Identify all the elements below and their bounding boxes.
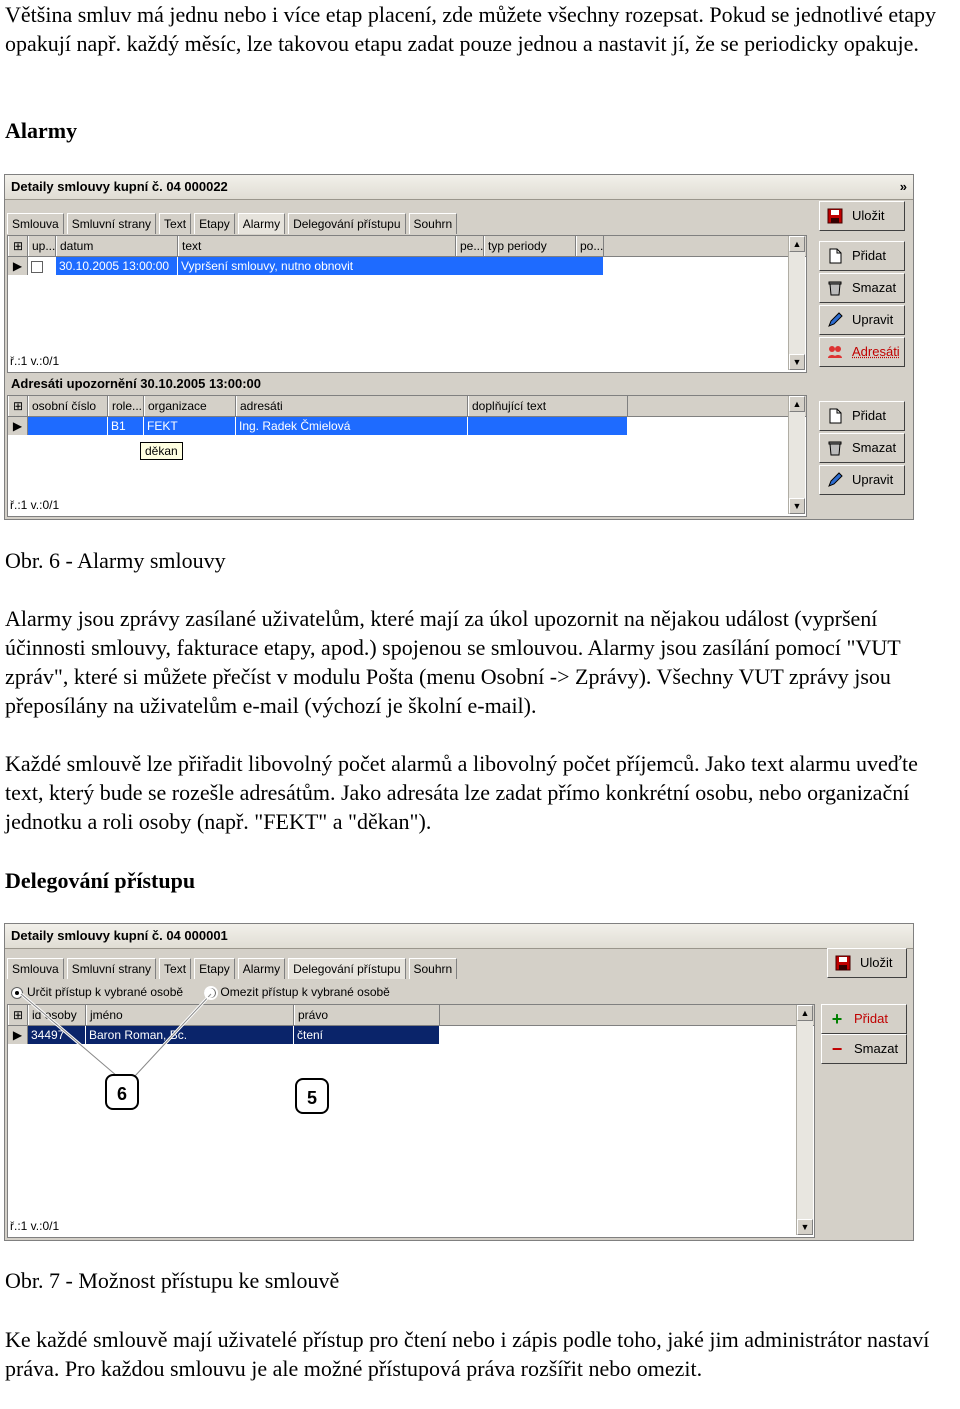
cell-pravo[interactable]: čtení [294,1026,440,1044]
table-row[interactable] [8,417,628,435]
scroll-up-icon[interactable]: ▲ [797,1005,813,1021]
cell-id[interactable]: 34497 [28,1026,86,1044]
floppy-icon [826,207,844,225]
tab-smluvni-strany[interactable]: Smluvní strany [67,213,156,234]
cell-osobni-cislo[interactable] [28,417,108,435]
recipients-grid [7,395,807,517]
add-recipient-button[interactable]: Přidat [819,401,905,431]
col-jmeno[interactable]: jméno [86,1005,294,1025]
plus-icon: + [831,1008,843,1029]
figure-caption: Obr. 6 - Alarmy smlouvy [5,548,226,573]
new-document-icon [826,407,844,425]
body-paragraph: Alarmy jsou zprávy zasílané uživatelům, které mají za úkol upozornit na nějakou událost (vypršení účinnosti smlouvy, fakturace etapy, apod.) spojenou se smlouvou. Alarmy jsou zasílání pomocí "VUT zpráv", které si můžete přečíst v modulu Pošta (menu Osobní -> Zprávy). Všechny VUT zprávy jsou přeposílány na uživatelům e-mail (výchozí je školní e-mail). [5,606,901,718]
status-bar: ř.:1 v.:0/1 [10,354,60,368]
tab-souhrn[interactable]: Souhrn [409,213,458,234]
section-heading-delegovani: Delegování přístupu [5,868,196,893]
col-typ-periody[interactable]: typ periody [484,236,576,256]
expand-icon[interactable]: ⊞ [8,1005,28,1025]
col-osobni-cislo[interactable]: osobní číslo [28,396,108,416]
body-paragraph: Každé smlouvě lze přiřadit libovolný počet alarmů a libovolný počet příjemců. Jako text alarmu uveďte text, který bude se rozešle adresátům. Jako adresáta lze zadat přímo konkrétní osobu, nebo organizační jednotku a roli osoby (např. "FEKT" a "děkan"). [5,751,918,834]
tab-text[interactable]: Text [159,213,191,234]
scroll-down-icon[interactable]: ▼ [789,498,805,514]
tab-text[interactable]: Text [159,958,191,979]
col-po[interactable]: po... [576,236,604,256]
tab-etapy[interactable]: Etapy [194,958,235,979]
callout-badge: 5 [295,1078,329,1114]
recipients-grid-header [8,396,806,417]
col-up[interactable]: up... [28,236,56,256]
cell-role[interactable]: B1 [108,417,144,435]
cell-organizace[interactable]: FEKT [144,417,236,435]
section-heading-alarmy: Alarmy [5,118,78,143]
col-id-osoby[interactable]: id osoby [28,1005,86,1025]
expand-icon[interactable]: ⊞ [8,236,28,256]
tab-etapy[interactable]: Etapy [194,213,235,234]
remove-access-button[interactable]: − Smazat [821,1034,907,1064]
minus-icon: − [831,1038,843,1059]
add-access-button[interactable]: + Přidat [821,1004,907,1034]
pencil-icon [826,471,844,489]
add-alarm-button[interactable]: Přidat [819,241,905,271]
alarms-grid [7,235,807,373]
edit-alarm-button[interactable]: Upravit [819,305,905,335]
row-indicator-icon: ▶ [8,417,28,435]
tab-smlouva[interactable]: Smlouva [7,213,64,234]
tab-alarmy[interactable]: Alarmy [238,958,285,979]
cell-datum[interactable]: 30.10.2005 13:00:00 [56,257,178,275]
save-button[interactable]: Uložit [827,948,907,978]
radio-grant-access[interactable]: Určit přístup k vybrané osobě [11,985,183,999]
callout-badge: 6 [105,1074,139,1110]
row-indicator-icon: ▶ [8,1026,28,1044]
trash-icon [826,279,844,297]
callout-lines [5,924,913,1240]
scroll-up-icon[interactable]: ▲ [789,396,805,412]
body-paragraph: Ke každé smlouvě mají uživatelé přístup pro čtení nebo i zápis podle toho, jaké jim administrátor nastaví práva. Pro každou smlouvu je ale možné přístupová práva rozšířit nebo omezit. [5,1327,930,1381]
col-text[interactable]: text [178,236,456,256]
row-checkbox[interactable] [28,257,56,275]
cell-adresati[interactable]: Ing. Radek Čmielová [236,417,468,435]
recipients-button[interactable]: Adresáti [819,337,905,367]
tab-delegovani[interactable]: Delegování přístupu [288,958,405,979]
cell-doplnujici-text[interactable] [468,417,628,435]
scrollbar[interactable] [788,236,805,370]
tab-souhrn[interactable]: Souhrn [409,958,458,979]
users-icon [826,343,844,361]
window-title: Detaily smlouvy kupní č. 04 000001 [5,924,913,949]
pencil-icon [826,311,844,329]
delete-recipient-button[interactable]: Smazat [819,433,905,463]
tab-alarmy[interactable]: Alarmy [238,213,285,234]
recipients-subtitle: Adresáti upozornění 30.10.2005 13:00:00 [11,376,262,391]
tab-delegovani[interactable]: Delegování přístupu [288,213,405,234]
scroll-down-icon[interactable]: ▼ [797,1219,813,1235]
row-indicator-icon: ▶ [8,257,28,275]
cell-text[interactable]: Vypršení smlouvy, nutno obnovit [178,257,604,275]
tab-smluvni-strany[interactable]: Smluvní strany [67,958,156,979]
col-adresati[interactable]: adresáti [236,396,468,416]
col-doplnujici-text[interactable]: doplňující text [468,396,628,416]
radio-restrict-access[interactable]: Omezit přístup k vybrané osobě [204,985,389,999]
scroll-down-icon[interactable]: ▼ [789,354,805,370]
cell-jmeno[interactable]: Baron Roman, Bc. [86,1026,294,1044]
tooltip: děkan [140,442,183,460]
delete-alarm-button[interactable]: Smazat [819,273,905,303]
alarms-grid-header [8,236,806,257]
trash-icon [826,439,844,457]
figure-caption: Obr. 7 - Možnost přístupu ke smlouvě [5,1268,340,1293]
status-bar: ř.:1 v.:0/1 [10,498,60,512]
tab-bar [7,213,460,234]
contract-details-window [4,174,914,520]
status-bar: ř.:1 v.:0/1 [10,1219,60,1233]
col-pravo[interactable]: právo [294,1005,440,1025]
scroll-up-icon[interactable]: ▲ [789,236,805,252]
scrollbar[interactable] [788,396,805,514]
col-organizace[interactable]: organizace [144,396,236,416]
button-panel [811,201,911,517]
edit-recipient-button[interactable]: Upravit [819,465,905,495]
table-row[interactable] [8,257,604,275]
tab-smlouva[interactable]: Smlouva [7,958,64,979]
col-role[interactable]: role... [108,396,144,416]
col-pe[interactable]: pe... [456,236,484,256]
collapse-icon[interactable]: » [899,179,907,194]
expand-icon[interactable]: ⊞ [8,396,28,416]
intro-paragraph: Většina smluv má jednu nebo i více etap placení, zde můžete všechny rozepsat. Pokud se jednotlivé etapy opakují např. každý měsíc, lze takovou etapu zadat pouze jednou a nastavit jí, že se periodicky opakuje. [5,2,937,56]
col-datum[interactable]: datum [56,236,178,256]
new-document-icon [826,247,844,265]
save-button[interactable]: Uložit [819,201,905,231]
contract-access-window [4,923,914,1241]
window-title: Detaily smlouvy kupní č. 04 000022 [5,175,913,200]
